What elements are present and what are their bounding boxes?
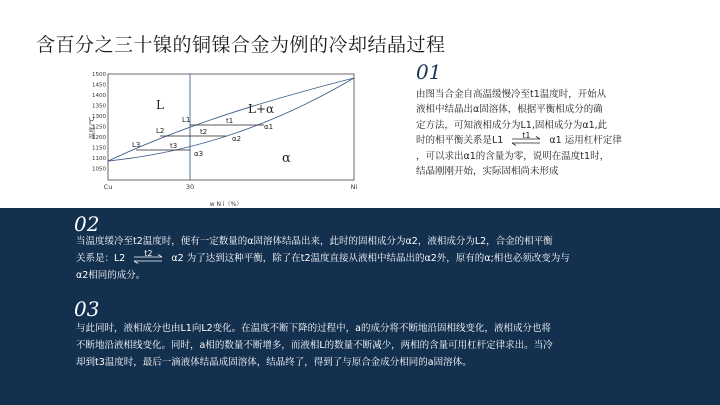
bottom-band xyxy=(0,208,720,405)
region-label-l: L xyxy=(156,98,164,112)
y-tick-label: 1100 xyxy=(92,156,106,162)
section2-eq-left: 关系是：L2 xyxy=(76,253,126,264)
y-tick-label: 1250 xyxy=(92,124,106,131)
y-tick-label: 1050 xyxy=(92,166,106,173)
temp-label-t1: t1 xyxy=(226,117,234,125)
temp-label-t3: t3 xyxy=(170,142,178,150)
point-label-alpha2: α2 xyxy=(232,135,242,143)
phase-diagram xyxy=(86,66,376,216)
equilibrium-arrow xyxy=(510,130,542,147)
point-label-l3: L3 xyxy=(132,141,141,149)
x-tick-30: 30 xyxy=(185,183,195,191)
section1-line-equilibrium xyxy=(416,130,688,148)
y-tick-label: 1300 xyxy=(92,114,106,120)
equilibrium-arrow-2-label: t2 xyxy=(144,248,153,258)
section1-line: 结晶刚刚开始，实际固相尚未形成 xyxy=(416,166,559,178)
x-tick-ni: Ni xyxy=(350,183,358,191)
section3-line-2: 不断地沿液相线变化。同时，a相的数量不断增多，而液相L的数量不断减少，两相的含量可用杠杆定律求出。当冷 xyxy=(76,340,553,351)
equilibrium-arrow-label: t1 xyxy=(522,130,531,140)
temp-label-t2: t2 xyxy=(200,128,208,136)
section1-line: 液相中结晶出α固溶体，根据平衡相成分的确 xyxy=(416,104,603,116)
y-tick-label: 1150 xyxy=(92,145,106,152)
y-tick-label: 1450 xyxy=(92,82,106,89)
section1-line: ，可以求出α1的含量为零，说明在温度t1时， xyxy=(416,150,610,162)
y-tick-label: 1350 xyxy=(92,103,106,110)
section1-eq-right: α1 运用杠杆定律 xyxy=(549,135,622,147)
y-axis-label: 温度/℃ xyxy=(88,116,96,140)
point-label-l1: L1 xyxy=(182,116,191,124)
point-label-alpha1: α1 xyxy=(264,123,274,131)
section1-line: 由图当合金自高温缓慢冷至t1温度时，开始从 xyxy=(416,89,607,100)
section2-eq-right: α2 为了达到这种平衡，除了在t2温度直接从液相中结晶出的α2外，原有的α;相也必须改变为与 xyxy=(171,253,570,264)
x-tick-cu: Cu xyxy=(103,183,113,191)
section-number-03: 03 xyxy=(74,297,100,321)
section3-line-1: 与此同时，液相成分也由L1向L2变化。在温度不断下降的过程中，a的成分将不断地沿固相线变化，液相成分也将 xyxy=(76,323,551,334)
y-tick-label: 1400 xyxy=(92,93,106,99)
y-tick-label: 1200 xyxy=(92,135,106,141)
section3-line-3: 却到t3温度时，最后一滴液体结晶成固溶体，结晶终了，得到了与原合金成分相同的a固溶体。 xyxy=(76,357,472,368)
section-number-01: 01 xyxy=(416,60,442,84)
section1-text xyxy=(416,87,688,179)
x-axis-label: w N i（%） xyxy=(209,201,243,208)
section1-eq-left: 时的相平衡关系是L1 xyxy=(416,135,504,147)
equilibrium-arrow-2 xyxy=(132,248,164,265)
y-tick-label: 1500 xyxy=(92,72,106,78)
section2-line-1: 当温度缓冷至t2温度时，便有一定数量的α固溶体结晶出来，此时的固相成分为α2，液相成分为L2，合金的相平衡 xyxy=(76,236,553,247)
section2-line-2 xyxy=(76,248,570,267)
section-number-02: 02 xyxy=(74,212,100,236)
section1-line: 定方法，可知液相成分为L1,固相成分为α1,此 xyxy=(416,119,608,131)
section2-line-3: α2相同的成分。 xyxy=(76,270,146,281)
region-label-l-alpha: L+α xyxy=(248,102,275,116)
page-title: 含百分之三十镍的铜镍合金为例的冷却结晶过程 xyxy=(36,34,446,56)
point-label-l2: L2 xyxy=(156,127,165,135)
region-label-alpha: α xyxy=(282,151,291,166)
plot-frame xyxy=(108,74,354,180)
point-label-alpha3: α3 xyxy=(194,150,204,158)
